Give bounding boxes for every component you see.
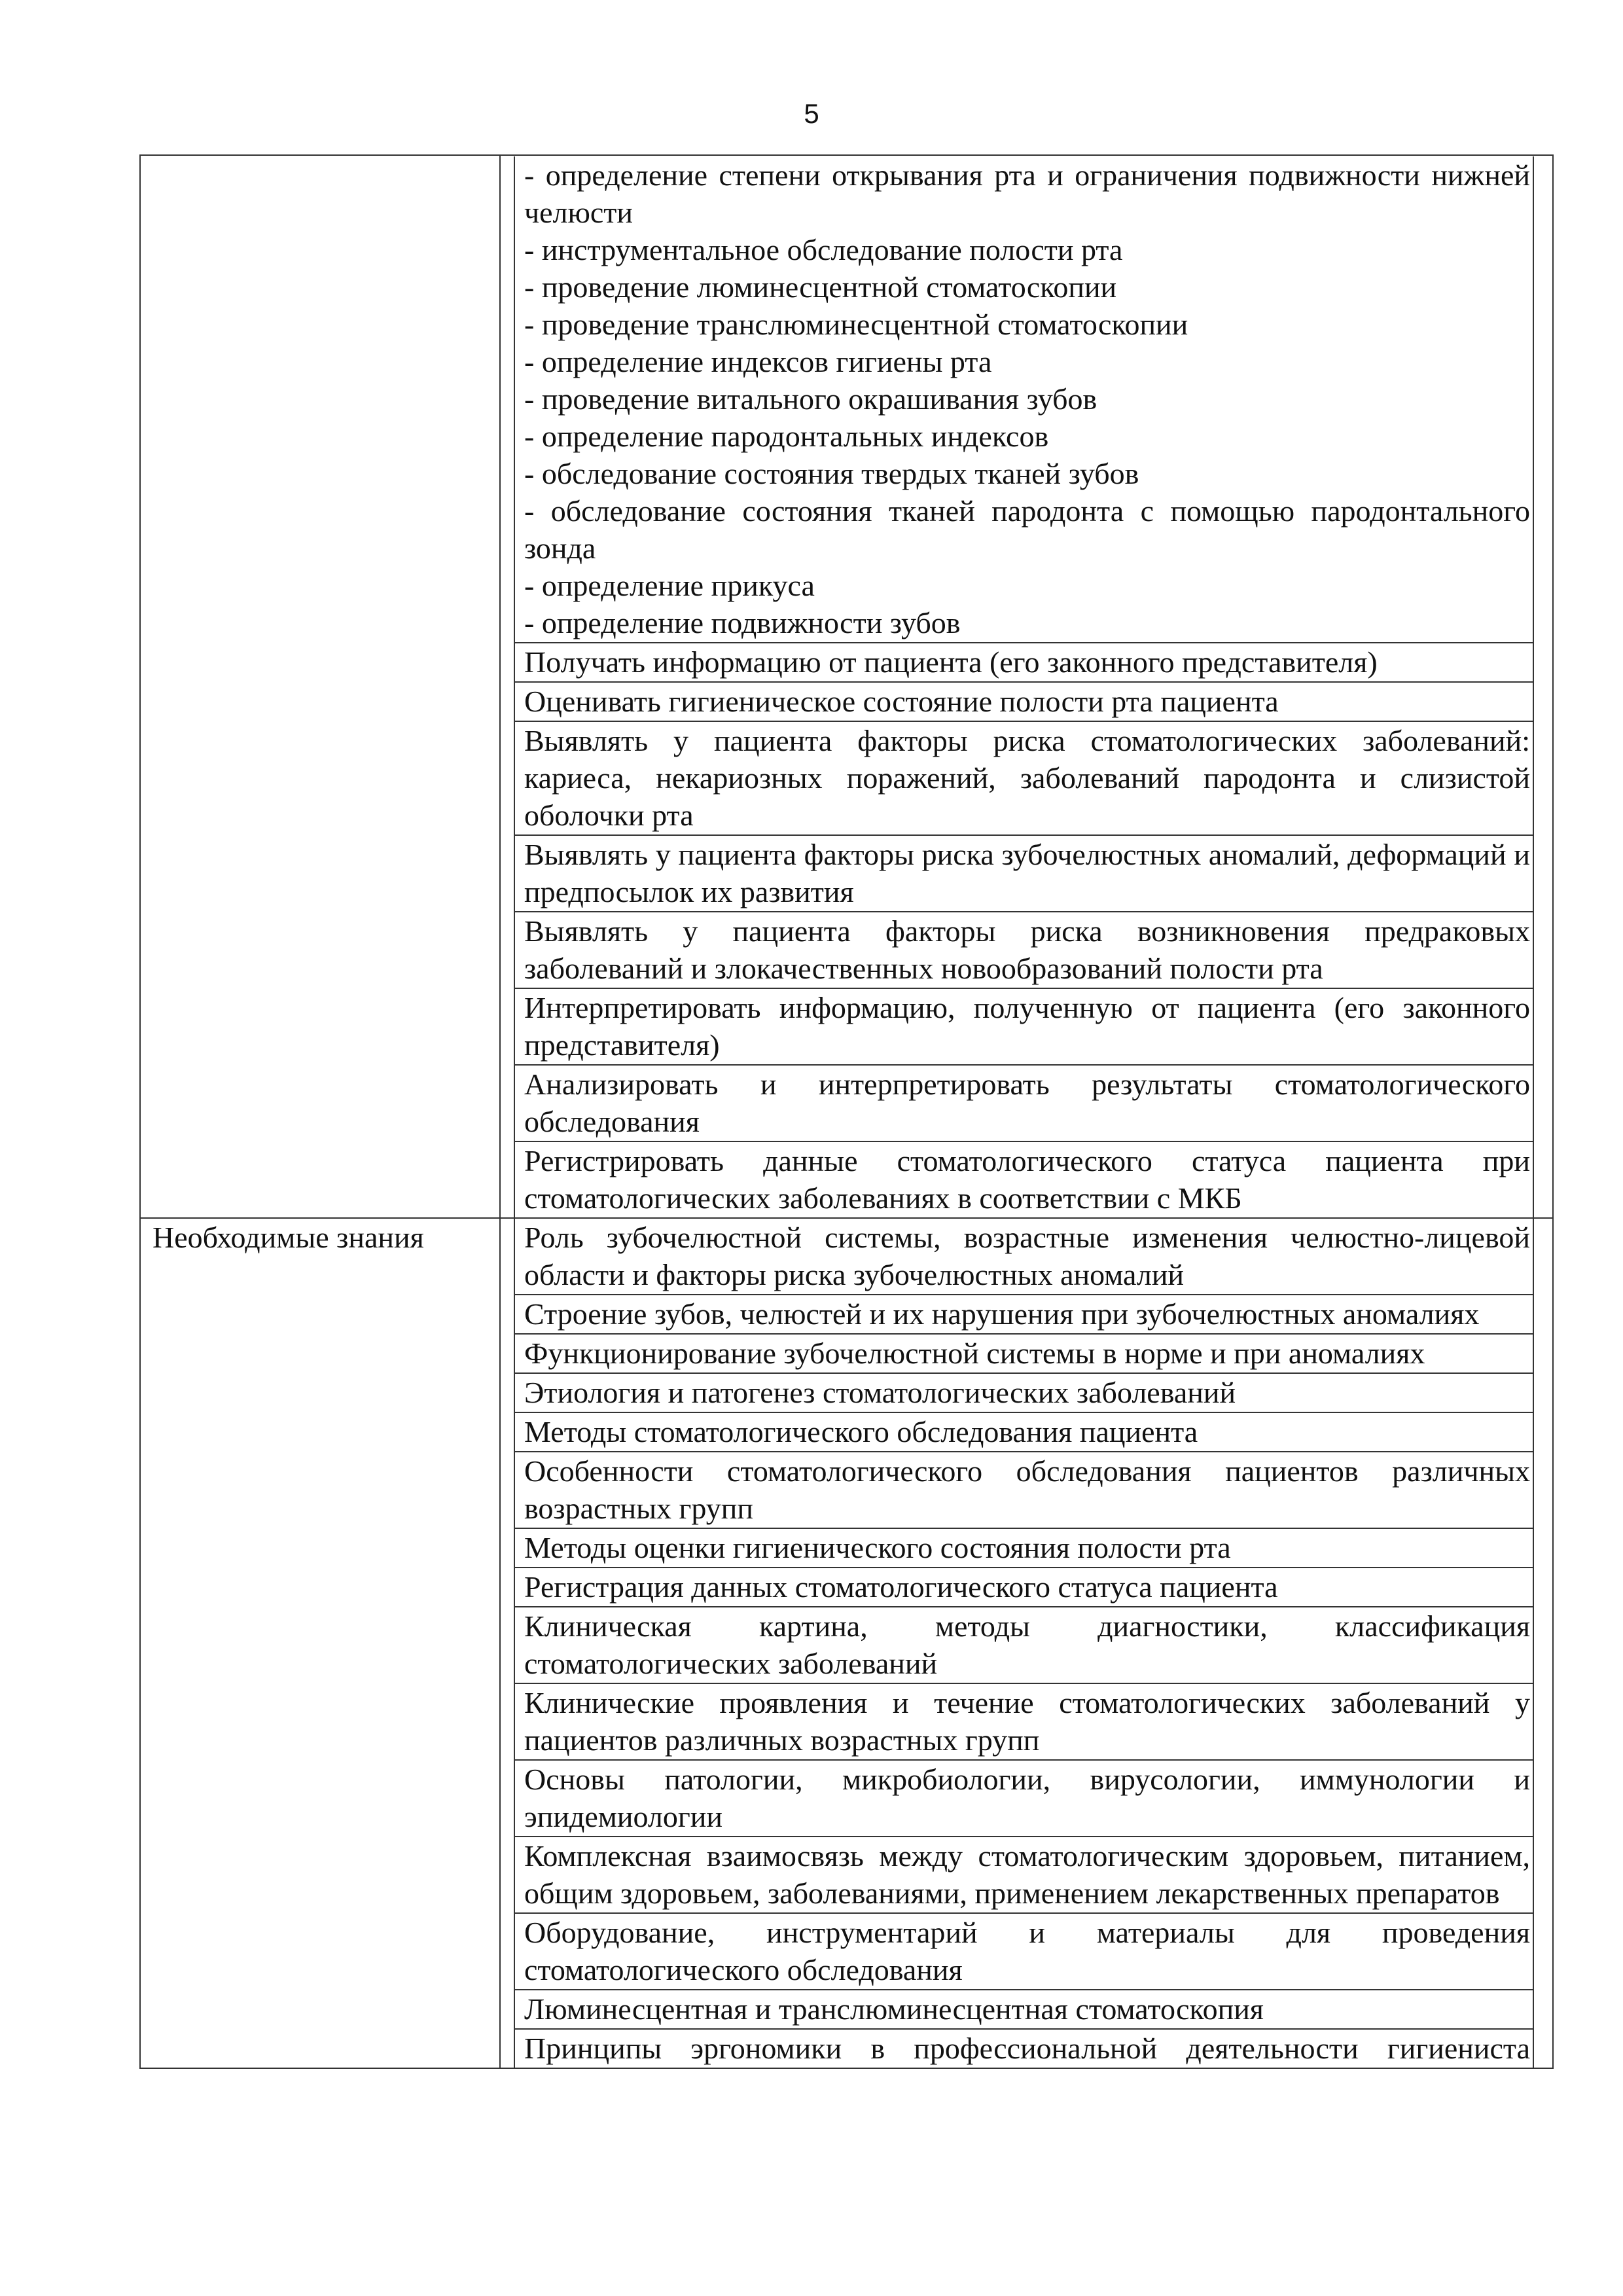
knowledge-item: Комплексная взаимосвязь между стоматологическим здоровьем, питанием, общим здоровьем, заболеваниями, применением лекарственных препаратов [514, 1836, 1534, 1914]
knowledge-label-cell: Необходимые знания [140, 1218, 500, 2068]
knowledge-item: Клиническая картина, методы диагностики, классификация стоматологических заболеваний [514, 1606, 1534, 1684]
knowledge-item: Методы стоматологического обследования пациента [514, 1412, 1534, 1452]
knowledge-item: Клинические проявления и течение стоматологических заболеваний у пациентов различных возрастных групп [514, 1683, 1534, 1761]
exam-item: - инструментальное обследование полости рта [524, 233, 1123, 266]
skill-item: Выявлять у пациента факторы риска возникновения предраковых заболеваний и злокачественных новообразований полости рта [514, 911, 1534, 989]
skill-item: Выявлять у пациента факторы риска зубочелюстных аномалий, деформаций и предпосылок их развития [514, 834, 1534, 912]
skills-row [140, 155, 1553, 1218]
knowledge-item: Особенности стоматологического обследования пациентов различных возрастных групп [514, 1451, 1534, 1529]
exam-item: - обследование состояния твердых тканей зубов [524, 457, 1139, 490]
exam-item: - проведение витального окрашивания зубов [524, 382, 1097, 416]
knowledge-item: Люминесцентная и транслюминесцентная стоматоскопия [514, 1989, 1534, 2030]
exam-item: - определение индексов гигиены рта [524, 345, 992, 378]
exam-item: - определение прикуса [524, 569, 815, 602]
skill-item: Анализировать и интерпретировать результаты стоматологического обследования [514, 1064, 1534, 1142]
knowledge-item: Оборудование, инструментарий и материалы для проведения стоматологического обследования [514, 1912, 1534, 1990]
knowledge-item: Регистрация данных стоматологического статуса пациента [514, 1567, 1534, 1607]
skill-item: Регистрировать данные стоматологического статуса пациента при стоматологических заболеваниях в соответствии с МКБ [514, 1141, 1534, 1217]
exam-item: - обследование состояния тканей пародонта с помощью пародонтального зонда [524, 494, 1530, 565]
exam-item: - проведение люминесцентной стоматоскопии [524, 270, 1117, 304]
skill-item: Интерпретировать информацию, полученную от пациента (его законного представителя) [514, 988, 1534, 1066]
knowledge-item: Функционирование зубочелюстной системы в норме и при аномалиях [514, 1333, 1534, 1374]
knowledge-item: Методы оценки гигиенического состояния полости рта [514, 1528, 1534, 1568]
skill-item: Получать информацию от пациента (его законного представителя) [514, 642, 1534, 683]
exam-item: - определение пародонтальных индексов [524, 420, 1049, 453]
exam-item: - определение степени открывания рта и ограничения подвижности нижней челюсти [524, 158, 1530, 229]
knowledge-content-cell [500, 1218, 1553, 2068]
exam-item: - проведение транслюминесцентной стоматоскопии [524, 308, 1188, 341]
skill-item: Выявлять у пациента факторы риска стоматологических заболеваний: кариеса, некариозных поражений, заболеваний пародонта и слизистой оболочки рта [514, 721, 1534, 836]
examination-list-cell [514, 156, 1534, 643]
knowledge-item: Основы патологии, микробиологии, вирусологии, иммунологии и эпидемиологии [514, 1759, 1534, 1837]
knowledge-item: Строение зубов, челюстей и их нарушения при зубочелюстных аномалиях [514, 1294, 1534, 1335]
skill-item: Оценивать гигиеническое состояние полости рта пациента [514, 681, 1534, 722]
competency-table [139, 154, 1554, 2069]
knowledge-item: Этиология и патогенез стоматологических заболеваний [514, 1372, 1534, 1413]
knowledge-row [140, 1218, 1553, 2068]
skills-label-cell [140, 155, 500, 1218]
exam-item: - определение подвижности зубов [524, 606, 961, 639]
page-number: 5 [804, 98, 819, 129]
knowledge-item: Принципы эргономики в профессиональной деятельности гигиениста [514, 2028, 1534, 2068]
knowledge-item: Роль зубочелюстной системы, возрастные изменения челюстно-лицевой области и факторы риска зубочелюстных аномалий [514, 1219, 1534, 1295]
skills-content-cell [500, 155, 1553, 1218]
